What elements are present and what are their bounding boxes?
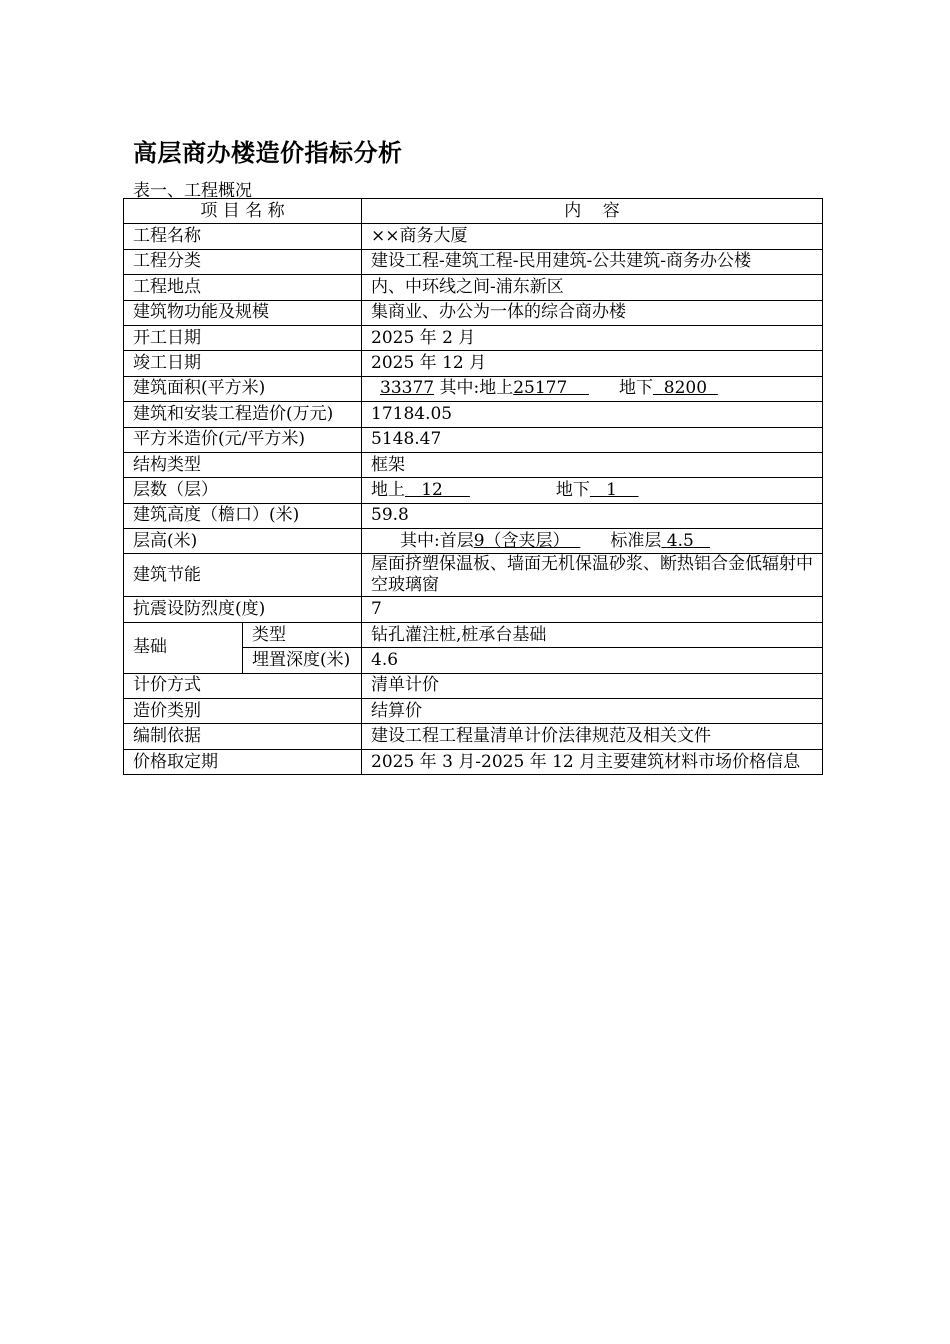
row-label: 建筑高度（檐口）(米) (124, 503, 362, 528)
row-label: 结构类型 (124, 452, 362, 477)
row-value (362, 376, 823, 401)
floors-above (405, 480, 470, 500)
row-value: 4.6 (362, 648, 823, 673)
row-label: 建筑面积(平方米) (124, 376, 362, 401)
area-above (513, 378, 589, 398)
row-label: 工程名称 (124, 224, 362, 249)
floors-above-label: 地上 (371, 479, 405, 500)
table-row (124, 699, 823, 724)
row-value: 2025 年 12 月 (362, 351, 823, 376)
table-row (124, 224, 823, 249)
row-label: 编制依据 (124, 724, 362, 749)
storey-prefix: 其中:首层 (400, 530, 474, 551)
table-row (124, 724, 823, 749)
row-label: 抗震设防烈度(度) (124, 597, 362, 622)
table-row (124, 249, 823, 274)
storey-first-value: 9（含夹层） (473, 530, 570, 551)
storey-std (661, 531, 710, 551)
row-value: 5148.47 (362, 427, 823, 452)
row-value: 17184.05 (362, 402, 823, 427)
row-value: 集商业、办公为一体的综合商办楼 (362, 300, 823, 325)
header-item: 项 目 名 称 (124, 199, 362, 224)
row-label: 平方米造价(元/平方米) (124, 427, 362, 452)
area-below-value: 8200 (663, 378, 708, 399)
table-row (124, 275, 823, 300)
row-label: 建筑物功能及规模 (124, 300, 362, 325)
storey-std-label: 标准层 (610, 530, 662, 551)
row-label: 层高(米) (124, 529, 362, 554)
sub-label: 类型 (243, 622, 362, 647)
table-row (124, 503, 823, 528)
row-value: 建设工程-建筑工程-民用建筑-公共建筑-商务办公楼 (362, 249, 823, 274)
floors-above-value: 12 (421, 479, 443, 500)
row-value: 框架 (362, 452, 823, 477)
row-value: 钻孔灌注桩,桩承台基础 (362, 622, 823, 647)
row-value: 屋面挤塑保温板、墙面无机保温砂浆、断热铝合金低辐射中空玻璃窗 (362, 554, 823, 597)
area-total: 33377 (380, 378, 435, 399)
table-row (124, 452, 823, 477)
table-caption: 表一、工程概况 (133, 181, 252, 201)
row-label: 价格取定期 (124, 749, 362, 774)
floors-below (590, 480, 639, 500)
table-row (124, 529, 823, 554)
row-value: 7 (362, 597, 823, 622)
sub-label: 埋置深度(米) (243, 648, 362, 673)
project-overview-table (123, 198, 823, 775)
area-above-value: 25177 (513, 378, 568, 399)
row-label: 计价方式 (124, 673, 362, 698)
table-row (124, 300, 823, 325)
table-row (124, 351, 823, 376)
storey-std-value: 4.5 (666, 530, 694, 551)
row-value: 内、中环线之间-浦东新区 (362, 275, 823, 300)
row-value (362, 478, 823, 503)
area-mid: 其中:地上 (434, 378, 514, 399)
page-title: 高层商办楼造价指标分析 (133, 139, 403, 167)
row-label: 造价类别 (124, 699, 362, 724)
table-row (124, 402, 823, 427)
storey-first (474, 531, 581, 551)
table-row (124, 622, 823, 647)
table-header-row (124, 199, 823, 224)
table-row (124, 554, 823, 597)
row-value: 59.8 (362, 503, 823, 528)
row-value: 2025 年 2 月 (362, 325, 823, 350)
table-row (124, 597, 823, 622)
floors-below-value: 1 (606, 479, 617, 500)
table-row (124, 749, 823, 774)
area-below-label: 地下 (618, 378, 653, 399)
row-value (362, 529, 823, 554)
row-label: 基础 (124, 622, 243, 673)
header-content (362, 199, 823, 224)
row-value: ××商务大厦 (362, 224, 823, 249)
table-row (124, 478, 823, 503)
table-row (124, 325, 823, 350)
row-label: 建筑节能 (124, 554, 362, 597)
floors-below-label: 地下 (555, 479, 590, 500)
row-value: 清单计价 (362, 673, 823, 698)
row-value: 2025 年 3 月-2025 年 12 月主要建筑材料市场价格信息 (362, 749, 823, 774)
row-label: 建筑和安装工程造价(万元) (124, 402, 362, 427)
row-label: 工程地点 (124, 275, 362, 300)
row-value: 结算价 (362, 699, 823, 724)
table-row (124, 376, 823, 401)
table-row (124, 673, 823, 698)
row-label: 工程分类 (124, 249, 362, 274)
row-label: 竣工日期 (124, 351, 362, 376)
table-row (124, 427, 823, 452)
row-label: 层数（层） (124, 478, 362, 503)
row-value: 建设工程工程量清单计价法律规范及相关文件 (362, 724, 823, 749)
row-label: 开工日期 (124, 325, 362, 350)
area-below (653, 378, 718, 398)
header-content-text: 内 容 (564, 200, 620, 221)
